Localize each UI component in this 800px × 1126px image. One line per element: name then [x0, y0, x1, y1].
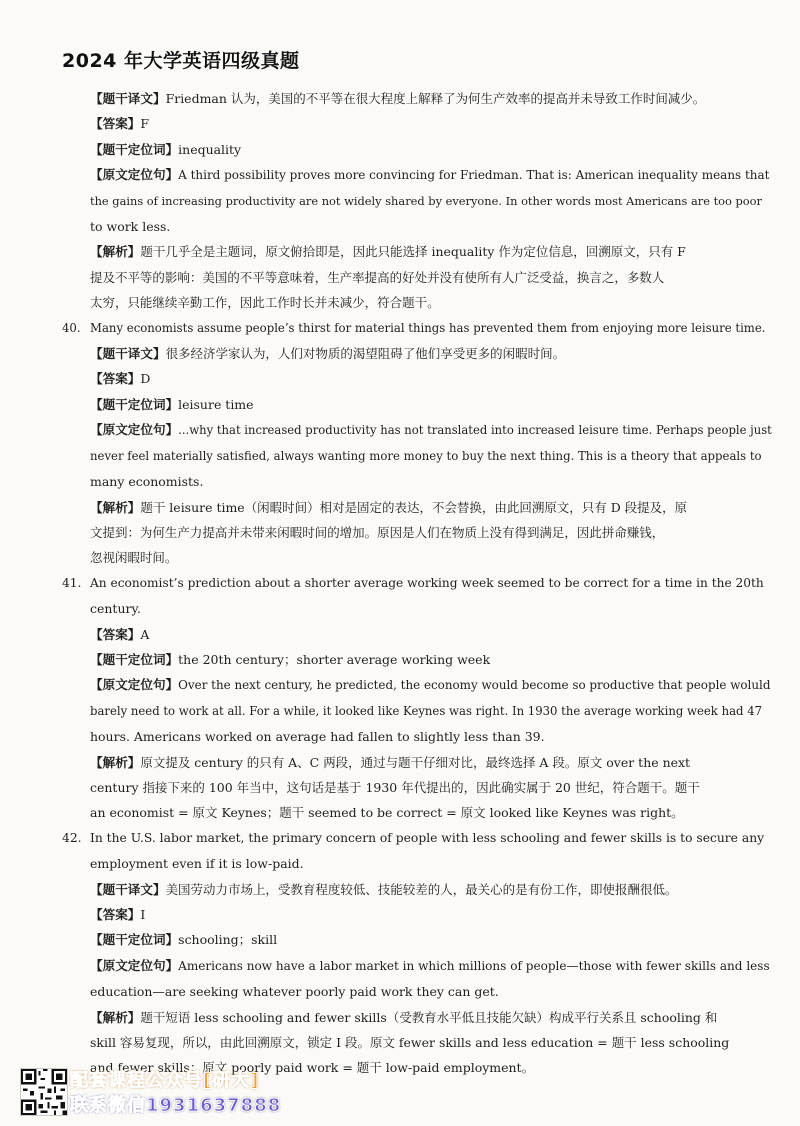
continuation-line: 文提到：为何生产力提高并未带来闲暇时间的增加。原因是人们在物质上没有得到满足，因此拼命赚钱，	[90, 524, 665, 540]
line-text: 题干几乎全是主题词，原文俯拾即是，因此只能选择 inequality 作为定位信息，回溯原文，只有 F	[140, 244, 686, 260]
line-text: the 20th century；shorter average working week	[178, 651, 491, 667]
section-tag: 【原文定位句】	[90, 957, 179, 973]
line-text: 题干 leisure time（闲暇时间）相对是固定的表达，不会替换，由此回溯原文，只有 D 段提及，原	[140, 499, 688, 515]
keyword-line	[0, 927, 800, 952]
page-title: 2024 年大学英语四级真题	[62, 50, 300, 72]
source-line	[0, 672, 800, 698]
line-text: schooling；skill	[178, 932, 278, 948]
line-text: A	[140, 626, 150, 642]
continuation-line: many economists.	[90, 474, 204, 490]
analysis-line	[0, 495, 800, 520]
section-tag: 【原文定位句】	[90, 677, 179, 693]
section-tag: 【解析】	[90, 499, 141, 515]
continuation-line: 提及不平等的影响：美国的不平等意味着，生产率提高的好处并没有使所有人广泛受益，换言之，多数人	[90, 269, 665, 285]
document-body	[0, 86, 800, 1081]
section-tag: 【题干定位词】	[90, 141, 179, 157]
source-line	[0, 162, 800, 188]
continuation-line: century.	[90, 601, 141, 617]
answer-line	[0, 111, 800, 136]
answer-line	[0, 366, 800, 391]
section-tag: 【答案】	[90, 371, 141, 387]
question-number: 40.	[62, 320, 81, 335]
continuation-line: employment even if it is low-paid.	[90, 856, 304, 872]
promo-contact-text: 联系微信1931637888	[70, 1095, 282, 1116]
section-tag: 【解析】	[90, 1009, 141, 1025]
keyword-line	[0, 137, 800, 162]
section-tag: 【解析】	[90, 244, 141, 260]
analysis-line	[0, 750, 800, 775]
line-text: F	[140, 116, 150, 132]
continuation-line: the gains of increasing productivity are not widely shared by everyone. In other words most Americans are too poor	[90, 193, 762, 208]
section-tag: 【答案】	[90, 907, 141, 922]
translation-line	[0, 877, 800, 902]
continuation-line: skill 容易复现，所以，由此回溯原文，锁定 I 段。原文 fewer skills and less education = 题干 less schooling	[90, 1035, 730, 1051]
line-text: Over the next century, he predicted, the economy would become so productive that people woluld	[178, 678, 771, 693]
section-tag: 【原文定位句】	[90, 422, 179, 438]
continuation-line: hours. Americans worked on average had fallen to slightly less than 39.	[90, 729, 545, 745]
section-tag: 【题干定位词】	[90, 396, 179, 412]
section-tag: 【答案】	[90, 626, 141, 642]
section-tag: 【题干定位词】	[90, 651, 179, 667]
translation-line	[0, 86, 800, 111]
analysis-line	[0, 1005, 800, 1030]
continuation-line: to work less.	[90, 219, 171, 235]
section-tag: 【原文定位句】	[90, 167, 179, 183]
line-text: I	[140, 907, 146, 922]
continuation-line: and fewer skills；原文 poorly paid work = 题干 low-paid employment。	[90, 1060, 535, 1076]
line-text: D	[140, 371, 151, 387]
section-tag: 【题干译文】	[90, 881, 166, 897]
line-text: 很多经济学家认为，人们对物质的渴望阻碍了他们享受更多的闲暇时间。	[165, 346, 566, 362]
question-text: An economist’s prediction about a shorter average working week seemed to be correct for a time in the 20th	[90, 575, 764, 590]
continuation-line: 太穷，只能继续辛勤工作，因此工作时长并未减少，符合题干。	[90, 295, 440, 311]
continuation-line: an economist = 原文 Keynes；题干 seemed to be correct = 原文 looked like Keynes was right。	[90, 805, 684, 821]
section-tag: 【解析】	[90, 754, 141, 770]
source-line	[0, 417, 800, 443]
continuation-line: never feel materially satisfied, always wanting more money to buy the next thing. This is a theory that appeals to	[90, 448, 762, 463]
line-text: inequality	[178, 141, 242, 157]
keyword-line	[0, 392, 800, 417]
section-tag: 【题干定位词】	[90, 932, 179, 948]
promo-account-text: 配套课程公众号[研大]	[70, 1070, 260, 1091]
question-40	[0, 316, 800, 341]
line-text: A third possibility proves more convincing for Friedman. That is: American inequality means that	[178, 168, 770, 183]
line-text: 美国劳动力市场上，受教育程度较低、技能较差的人，最关心的是有份工作，即使报酬很低。	[165, 881, 678, 897]
question-number: 42.	[62, 830, 82, 845]
line-text: 原文提及 century 的只有 A、C 两段，通过与题干仔细对比，最终选择 A 段。原文 over the next	[140, 754, 691, 770]
source-line	[0, 953, 800, 979]
question-number: 41.	[62, 575, 82, 590]
answer-line	[0, 902, 800, 927]
answer-line	[0, 622, 800, 647]
question-42	[0, 826, 800, 851]
qr-code-icon[interactable]	[20, 1068, 68, 1116]
keyword-line	[0, 647, 800, 672]
section-tag: 【题干译文】	[90, 346, 166, 362]
question-41	[0, 571, 800, 596]
translation-line	[0, 341, 800, 366]
line-text: Friedman 认为，美国的不平等在很大程度上解释了为何生产效率的提高并未导致工作时间减少。	[165, 91, 706, 106]
continuation-line: 忽视闲暇时间。	[90, 550, 178, 566]
section-tag: 【答案】	[90, 116, 141, 132]
line-text: Americans now have a labor market in which millions of people—those with fewer skills and less	[178, 958, 770, 973]
line-text: 题干短语 less schooling and fewer skills（受教育水平低且技能欠缺）构成平行关系且 schooling 和	[140, 1009, 718, 1025]
question-text: In the U.S. labor market, the primary concern of people with less schooling and fewer skills is to secure any	[90, 830, 765, 845]
continuation-line: century 指接下来的 100 年当中，这句话是基于 1930 年代提出的，因此确实属于 20 世纪，符合题干。题干	[90, 779, 700, 795]
analysis-line	[0, 239, 800, 264]
section-tag: 【题干译文】	[90, 91, 166, 106]
question-text: Many economists assume people’s thirst for material things has prevented them from enjoying more leisure time.	[90, 320, 766, 335]
continuation-line: barely need to work at all. For a while, it looked like Keynes was right. In 1930 the average working week had 47	[90, 703, 763, 718]
line-text: ...why that increased productivity has not translated into increased leisure time. Perhaps people just	[178, 423, 772, 438]
promo-footer	[20, 1064, 340, 1120]
continuation-line: education—are seeking whatever poorly paid work they can get.	[90, 984, 499, 1000]
line-text: leisure time	[178, 396, 254, 412]
